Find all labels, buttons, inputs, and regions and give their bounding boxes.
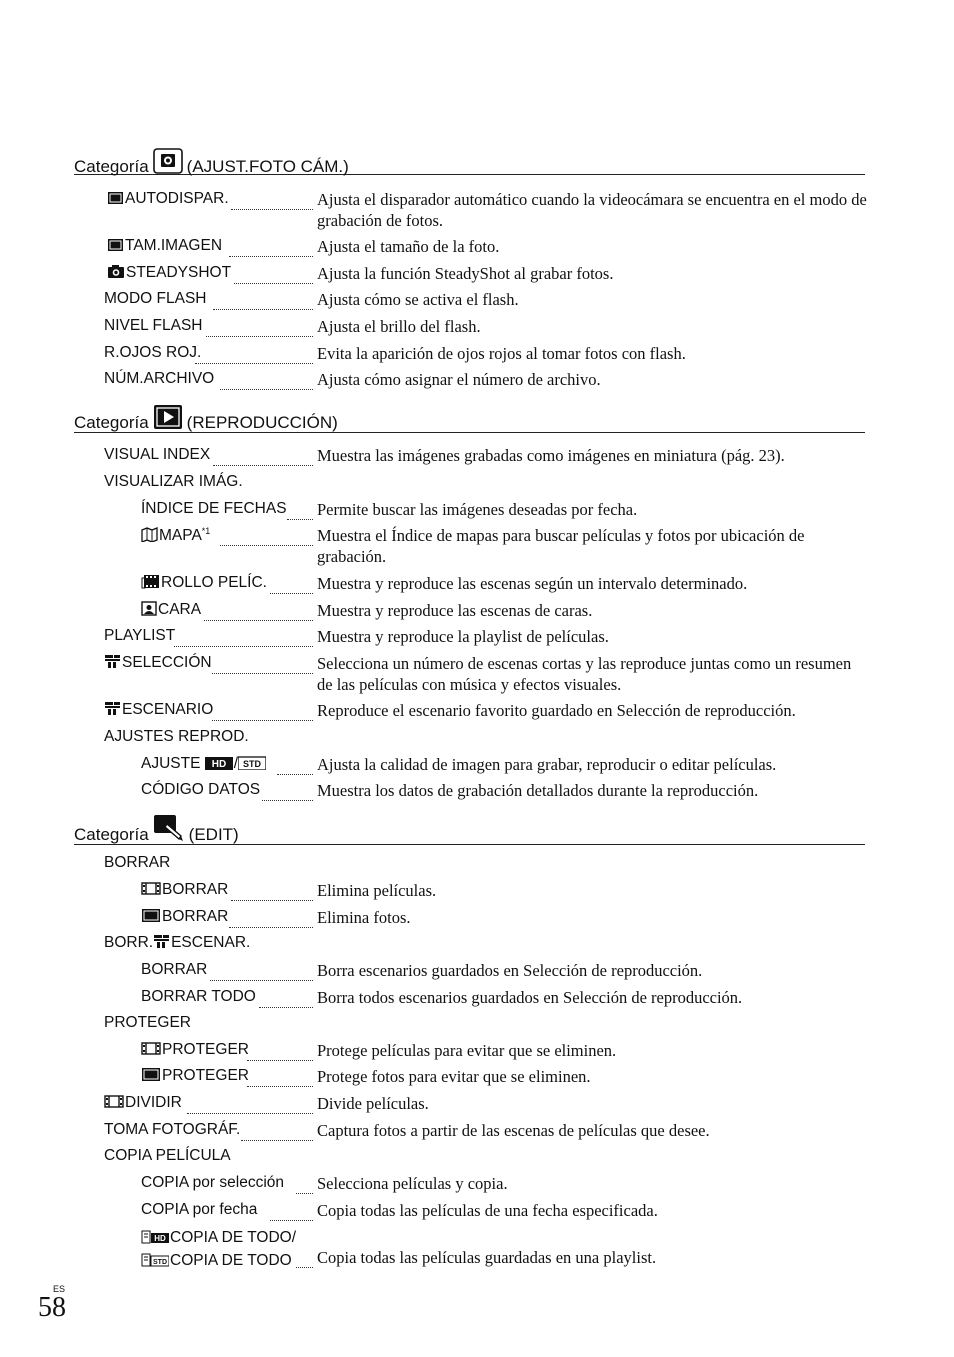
menu-label: COPIA PELÍCULA	[104, 1147, 231, 1164]
menu-description: Elimina fotos.	[317, 908, 411, 927]
photo-icon	[141, 908, 161, 928]
menu-label: SELECCIÓN	[104, 654, 212, 674]
menu-description: Copia todas las películas de una fecha especificada.	[317, 1201, 658, 1220]
menu-label: NIVEL FLASH	[104, 317, 203, 334]
leader-dots	[229, 908, 313, 928]
svg-text:HD: HD	[211, 759, 226, 770]
category-word: Categoría	[74, 825, 149, 844]
playback-icon	[153, 404, 183, 440]
camera-icon	[153, 148, 183, 182]
playlist-std-icon	[141, 1252, 169, 1273]
menu-label: MODO FLASH	[104, 290, 207, 307]
playlist-hd-icon	[141, 1229, 169, 1250]
menu-label: STEADYSHOT	[107, 264, 231, 284]
category-heading	[74, 404, 865, 433]
leader-dots	[204, 601, 313, 621]
leader-dots	[231, 190, 313, 210]
category-word: Categoría	[74, 413, 149, 432]
category-name: (EDIT)	[188, 825, 239, 844]
menu-description: Muestra el Índice de mapas para buscar películas y fotos por ubicación de grabación.	[317, 526, 805, 566]
menu-label: AUTODISPAR.	[107, 190, 229, 210]
leader-dots	[195, 344, 313, 364]
menu-label: CÓDIGO DATOS	[141, 781, 261, 798]
menu-description: Reproduce el escenario favorito guardado en Selección de reproducción.	[317, 701, 796, 720]
menu-description: Ajusta el brillo del flash.	[317, 317, 481, 336]
menu-label: COPIA por selección	[141, 1174, 285, 1191]
highlight-icon	[153, 934, 170, 954]
highlight-icon	[104, 701, 121, 721]
leader-dots	[229, 237, 313, 257]
highlight-icon	[104, 654, 121, 674]
leader-dots	[174, 627, 313, 647]
menu-label: ESCENARIO	[104, 701, 213, 721]
menu-label: BORRAR	[141, 961, 208, 978]
leader-dots	[220, 526, 313, 546]
language-tag: ES	[53, 1284, 66, 1294]
category-word: Categoría	[74, 157, 149, 176]
menu-label: MAPA$^{*1}$	[141, 526, 210, 547]
menu-label: BORRAR	[141, 881, 228, 901]
category-heading	[74, 814, 865, 845]
menu-label: NÚM.ARCHIVO	[104, 370, 215, 387]
leader-dots	[296, 1248, 313, 1268]
menu-description: Muestra y reproduce la playlist de películas.	[317, 627, 609, 646]
leader-dots	[287, 500, 313, 520]
menu-description: Divide películas.	[317, 1094, 429, 1113]
leader-dots	[270, 1201, 313, 1221]
menu-label: AJUSTES REPROD.	[104, 728, 249, 745]
menu-description: Borra todos escenarios guardados en Selección de reproducción.	[317, 988, 743, 1007]
menu-description: Ajusta cómo asignar el número de archivo.	[317, 370, 601, 389]
leader-dots	[234, 264, 313, 284]
leader-dots	[231, 881, 313, 901]
menu-label: BORRAR TODO	[141, 988, 256, 1005]
photo-icon	[141, 1067, 161, 1087]
leader-dots	[296, 1174, 313, 1194]
menu-description: Selecciona películas y copia.	[317, 1174, 508, 1193]
leader-dots	[270, 574, 313, 594]
menu-label: VISUAL INDEX	[104, 446, 211, 463]
map-icon	[141, 527, 158, 547]
camera-icon	[107, 264, 125, 284]
menu-label: BORR. ESCENAR.	[104, 934, 250, 954]
leader-dots	[241, 1121, 313, 1141]
menu-label: BORRAR	[104, 854, 171, 871]
menu-label: DIVIDIR	[104, 1094, 182, 1114]
leader-dots	[206, 317, 313, 337]
hd-icon	[205, 756, 233, 775]
menu-label: PROTEGER	[141, 1041, 249, 1061]
leader-dots	[212, 701, 313, 721]
leader-dots	[247, 1041, 313, 1061]
leader-dots	[259, 988, 313, 1008]
photo-icon	[107, 191, 124, 210]
svg-text:HD: HD	[154, 1234, 166, 1243]
menu-label: PLAYLIST	[104, 627, 176, 644]
menu-description: Permite buscar las imágenes deseadas por fecha.	[317, 500, 638, 519]
menu-description: Ajusta el tamaño de la foto.	[317, 237, 500, 256]
category-heading	[74, 148, 865, 175]
svg-text:STD: STD	[243, 759, 262, 769]
menu-description: Ajusta el disparador automático cuando la videocámara se encuentra en el modo de grabación de fotos.	[317, 190, 867, 230]
leader-dots	[247, 1067, 313, 1087]
std-icon	[238, 756, 266, 775]
menu-description: Muestra y reproduce las escenas según un intervalo determinado.	[317, 574, 748, 593]
svg-text:STD: STD	[153, 1259, 167, 1266]
edit-icon	[153, 814, 185, 854]
photo-icon	[107, 238, 124, 257]
menu-label: COPIA por fecha	[141, 1201, 258, 1218]
leader-dots	[220, 370, 313, 390]
menu-label: TAM.IMAGEN	[107, 237, 222, 257]
leader-dots	[213, 446, 313, 466]
leader-dots	[212, 654, 313, 674]
face-icon	[141, 601, 157, 621]
menu-description: Borra escenarios guardados en Selección de reproducción.	[317, 961, 703, 980]
menu-description: Protege películas para evitar que se eliminen.	[317, 1041, 617, 1060]
menu-description: Ajusta cómo se activa el flash.	[317, 290, 519, 309]
leader-dots	[187, 1094, 313, 1114]
leader-dots	[210, 961, 313, 981]
menu-label: ROLLO PELÍC.	[141, 574, 267, 594]
film-roll-icon	[141, 574, 160, 594]
category-name: (REPRODUCCIÓN)	[186, 413, 338, 432]
menu-label: PROTEGER	[104, 1014, 191, 1031]
category-name: (AJUST.FOTO CÁM.)	[186, 157, 349, 176]
menu-label: BORRAR	[141, 908, 228, 928]
menu-description: Evita la aparición de ojos rojos al tomar fotos con flash.	[317, 344, 686, 363]
menu-description: Protege fotos para evitar que se eliminen.	[317, 1067, 591, 1086]
page-number: 58	[38, 1292, 66, 1323]
menu-description: Ajusta la función SteadyShot al grabar fotos.	[317, 264, 614, 283]
menu-description: Copia todas las películas guardadas en una playlist.	[317, 1248, 657, 1267]
menu-label: ÍNDICE DE FECHAS	[141, 500, 287, 517]
leader-dots	[277, 755, 313, 775]
menu-description: Muestra los datos de grabación detallados durante la reproducción.	[317, 781, 759, 800]
movie-icon	[141, 881, 161, 901]
menu-label: HD COPIA DE TODO/ STD COPIA DE TODO	[141, 1227, 296, 1273]
menu-label: AJUSTE HD / STD	[141, 755, 267, 775]
menu-label: VISUALIZAR IMÁG.	[104, 473, 243, 490]
menu-description: Selecciona un número de escenas cortas y las reproduce juntas como un resumen de las películas con música y efectos visuales.	[317, 654, 852, 694]
menu-description: Muestra y reproduce las escenas de caras.	[317, 601, 593, 620]
menu-label: TOMA FOTOGRÁF.	[104, 1121, 241, 1138]
menu-description: Elimina películas.	[317, 881, 437, 900]
menu-description: Captura fotos a partir de las escenas de películas que desee.	[317, 1121, 710, 1140]
menu-label: R.OJOS ROJ.	[104, 344, 202, 361]
menu-description: Ajusta la calidad de imagen para grabar, reproducir o editar películas.	[317, 755, 777, 774]
menu-label: PROTEGER	[141, 1067, 249, 1087]
movie-icon	[104, 1094, 124, 1114]
leader-dots	[262, 781, 313, 801]
menu-label: CARA	[141, 601, 201, 621]
leader-dots	[213, 290, 313, 310]
movie-icon	[141, 1041, 161, 1061]
menu-description: Muestra las imágenes grabadas como imágenes en miniatura (pág. 23).	[317, 446, 785, 465]
